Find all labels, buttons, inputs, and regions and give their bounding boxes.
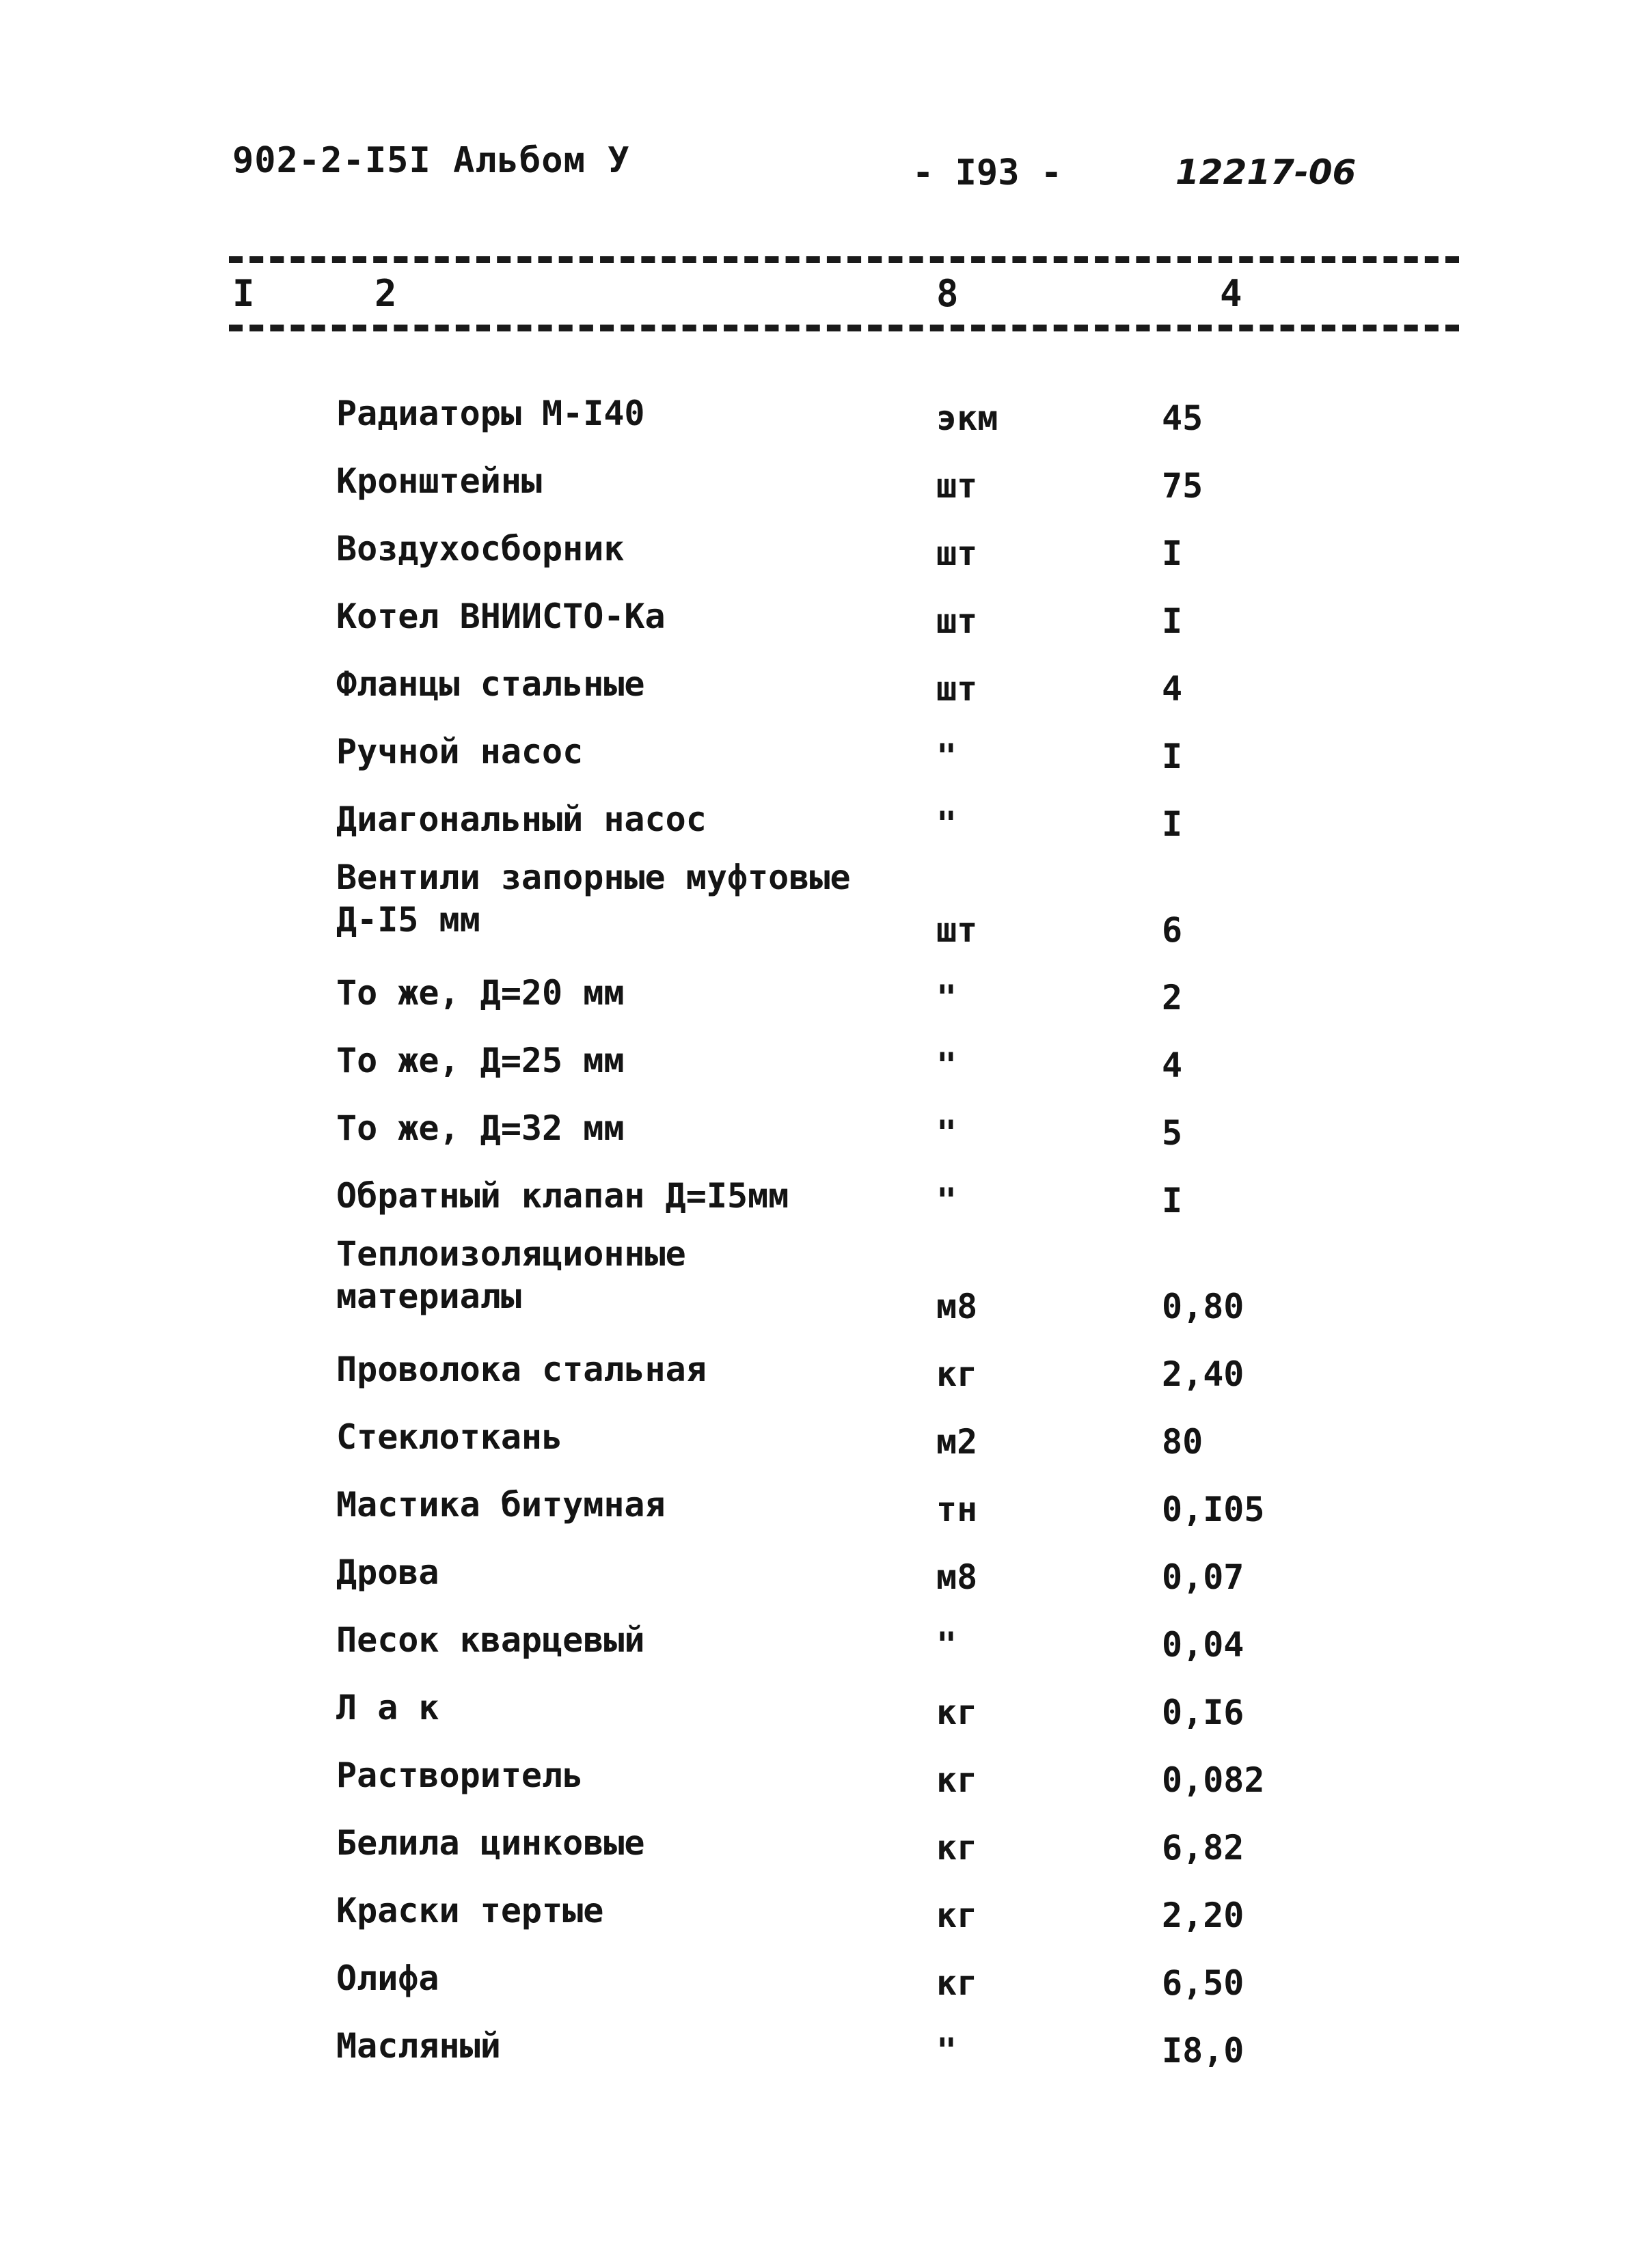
material-name: Л а к xyxy=(336,1688,439,1727)
material-name: Мастика битумная xyxy=(336,1485,666,1525)
material-name: Воздухосборник xyxy=(336,529,625,569)
quantity: 0,04 xyxy=(1162,1625,1244,1665)
table-row xyxy=(0,856,1647,962)
table-row xyxy=(0,1233,1647,1339)
quantity: I xyxy=(1162,737,1183,776)
column-number-2: 2 xyxy=(375,272,397,315)
table-row xyxy=(0,2015,1647,2083)
material-name: Вентили запорные муфтовые Д-I5 мм xyxy=(336,858,851,940)
unit-of-measure: " xyxy=(936,2031,957,2071)
table-row xyxy=(0,586,1647,653)
table-row xyxy=(0,1609,1647,1677)
material-name: Теплоизоляционные материалы xyxy=(336,1234,686,1316)
quantity: 0,07 xyxy=(1162,1557,1244,1597)
unit-of-measure: шт xyxy=(936,534,978,573)
material-name: То же, Д=32 мм xyxy=(336,1108,625,1148)
unit-of-measure: кг xyxy=(936,1354,978,1394)
table-row xyxy=(0,1097,1647,1165)
unit-of-measure: кг xyxy=(936,1896,978,1935)
table-row xyxy=(0,1474,1647,1542)
material-name: Проволока стальная xyxy=(336,1350,707,1389)
page-number: - I93 - xyxy=(912,152,1063,193)
quantity: 0,I05 xyxy=(1162,1490,1265,1529)
table-row xyxy=(0,518,1647,586)
material-name: Олифа xyxy=(336,1958,439,1998)
registration-number: 12217-06 xyxy=(1175,152,1357,192)
table-row xyxy=(0,1812,1647,1880)
table-row xyxy=(0,1677,1647,1745)
material-name: Диагональный насос xyxy=(336,800,707,839)
material-name: Масляный xyxy=(336,2026,501,2066)
page-header xyxy=(0,140,1647,195)
unit-of-measure: шт xyxy=(936,669,978,709)
table-row xyxy=(0,1339,1647,1406)
material-name: Радиаторы М-I40 xyxy=(336,394,645,433)
unit-of-measure: " xyxy=(936,804,957,844)
quantity: 0,80 xyxy=(1162,1287,1244,1326)
unit-of-measure: м2 xyxy=(936,1422,978,1462)
column-number-3: 8 xyxy=(936,272,959,315)
unit-of-measure: шт xyxy=(936,910,978,950)
quantity: 2 xyxy=(1162,978,1183,1017)
quantity: I xyxy=(1162,804,1183,844)
table-row xyxy=(0,1542,1647,1609)
quantity: I8,0 xyxy=(1162,2031,1244,2071)
unit-of-measure: экм xyxy=(936,398,998,438)
material-name: То же, Д=20 мм xyxy=(336,973,625,1013)
material-name: То же, Д=25 мм xyxy=(336,1041,625,1080)
material-name: Стеклоткань xyxy=(336,1417,563,1457)
column-number-4: 4 xyxy=(1220,272,1242,315)
quantity: 6 xyxy=(1162,910,1183,950)
document-code: 902-2-I5I Альбом У xyxy=(232,140,630,181)
table-row xyxy=(0,962,1647,1030)
unit-of-measure: кг xyxy=(936,1963,978,2003)
unit-of-measure: м8 xyxy=(936,1287,978,1326)
unit-of-measure: " xyxy=(936,978,957,1017)
unit-of-measure: м8 xyxy=(936,1557,978,1597)
material-name: Ручной насос xyxy=(336,732,584,771)
table-row xyxy=(0,1948,1647,2015)
quantity: 75 xyxy=(1162,466,1203,506)
unit-of-measure: шт xyxy=(936,601,978,641)
quantity: 6,50 xyxy=(1162,1963,1244,2003)
unit-of-measure: " xyxy=(936,737,957,776)
column-number-1: I xyxy=(232,272,255,315)
quantity: 0,082 xyxy=(1162,1760,1265,1800)
table-row xyxy=(0,1165,1647,1233)
quantity: 0,I6 xyxy=(1162,1693,1244,1732)
table-row xyxy=(0,1406,1647,1474)
unit-of-measure: шт xyxy=(936,466,978,506)
material-name: Котел ВНИИСТО-Ка xyxy=(336,597,666,636)
unit-of-measure: " xyxy=(936,1113,957,1153)
unit-of-measure: " xyxy=(936,1625,957,1665)
quantity: 4 xyxy=(1162,1046,1183,1085)
table-top-rule xyxy=(229,256,1459,263)
quantity: 6,82 xyxy=(1162,1828,1244,1868)
quantity: 80 xyxy=(1162,1422,1203,1462)
material-name: Растворитель xyxy=(336,1755,584,1795)
material-name: Кронштейны xyxy=(336,461,543,501)
table-row xyxy=(0,1745,1647,1812)
quantity: I xyxy=(1162,534,1183,573)
quantity: 45 xyxy=(1162,398,1203,438)
quantity: 4 xyxy=(1162,669,1183,709)
material-name: Песок кварцевый xyxy=(336,1620,645,1660)
table-row xyxy=(0,789,1647,856)
table-row xyxy=(0,383,1647,450)
unit-of-measure: " xyxy=(936,1046,957,1085)
material-name: Дрова xyxy=(336,1553,439,1592)
quantity: 2,20 xyxy=(1162,1896,1244,1935)
unit-of-measure: кг xyxy=(936,1828,978,1868)
quantity: I xyxy=(1162,601,1183,641)
table-row xyxy=(0,450,1647,518)
quantity: 2,40 xyxy=(1162,1354,1244,1394)
material-name: Обратный клапан Д=I5мм xyxy=(336,1176,789,1216)
quantity: I xyxy=(1162,1181,1183,1220)
unit-of-measure: тн xyxy=(936,1490,978,1529)
material-name: Белила цинковые xyxy=(336,1823,645,1863)
table-row xyxy=(0,1030,1647,1097)
unit-of-measure: кг xyxy=(936,1693,978,1732)
table-row xyxy=(0,721,1647,789)
unit-of-measure: " xyxy=(936,1181,957,1220)
table-header-rule xyxy=(229,325,1459,331)
quantity: 5 xyxy=(1162,1113,1183,1153)
table-row xyxy=(0,1880,1647,1948)
material-name: Фланцы стальные xyxy=(336,664,645,704)
materials-table xyxy=(0,383,1647,2083)
table-row xyxy=(0,653,1647,721)
material-name: Краски тертые xyxy=(336,1891,604,1930)
unit-of-measure: кг xyxy=(936,1760,978,1800)
